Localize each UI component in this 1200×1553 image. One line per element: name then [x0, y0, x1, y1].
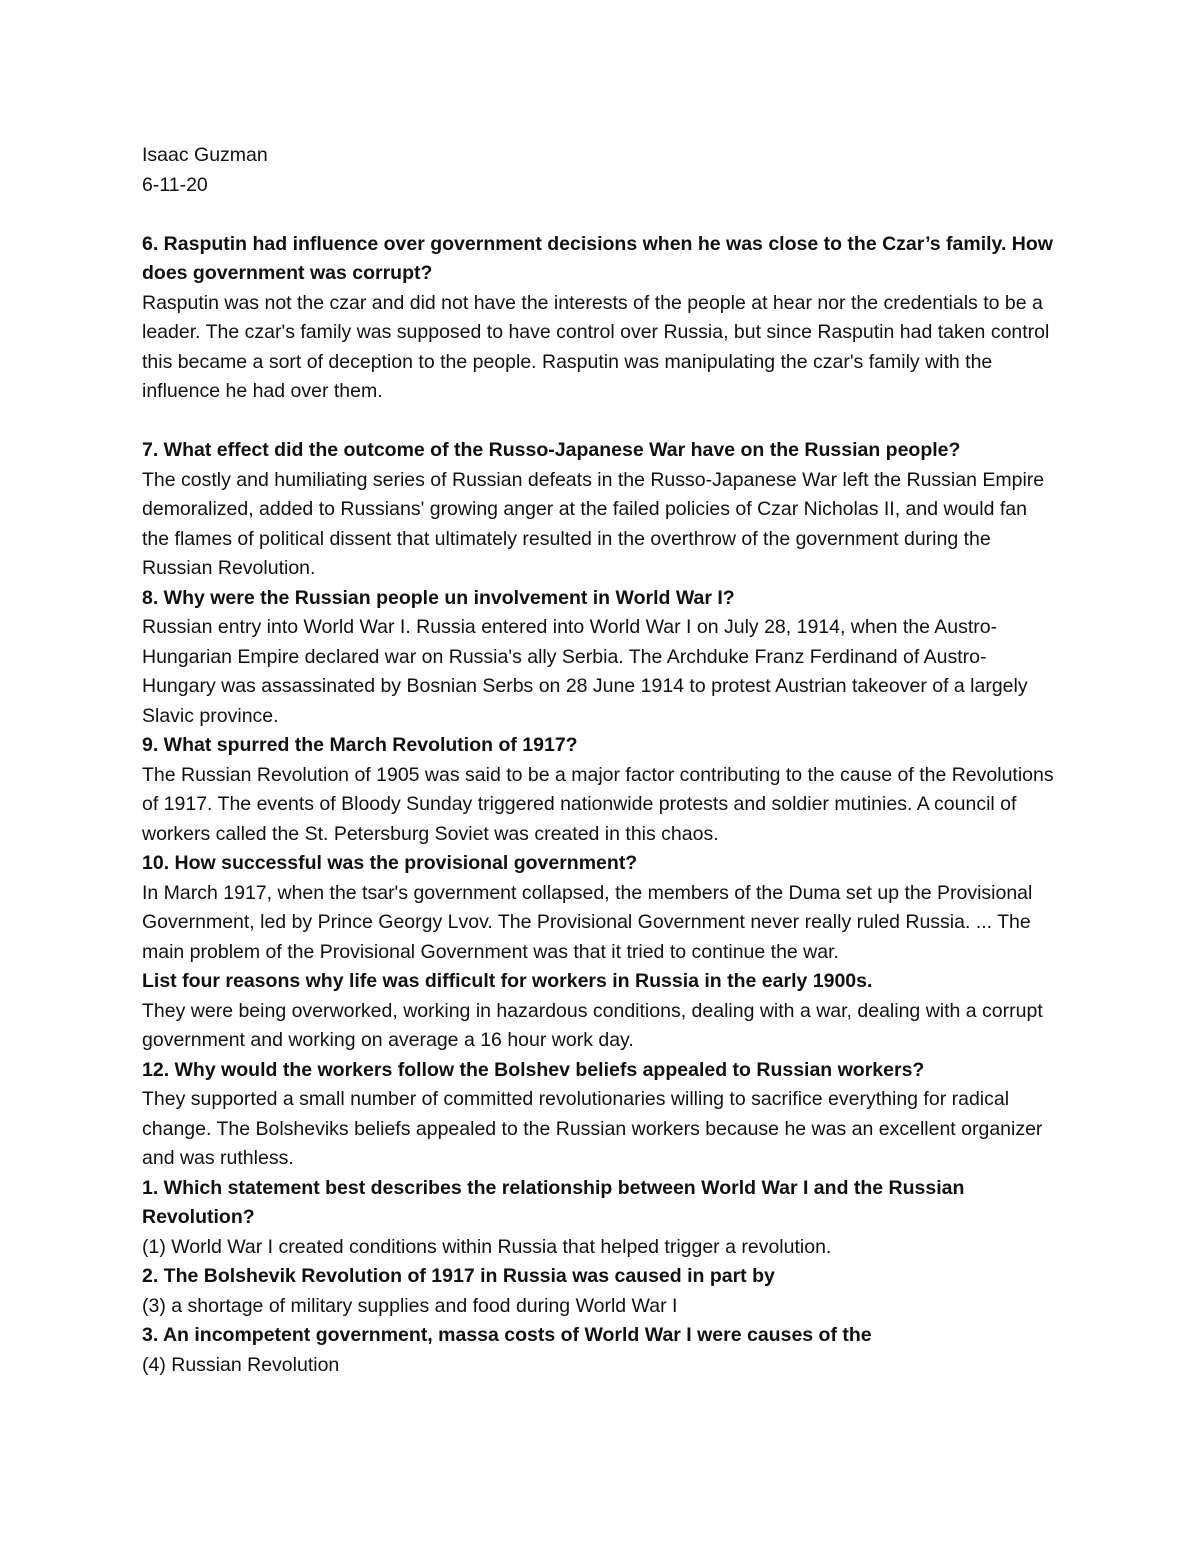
- question-text: 1. Which statement best describes the relationship between World War I and the Russian Revolution?: [142, 1176, 965, 1228]
- document-page: [142, 141, 1057, 1380]
- blank-line: [142, 200, 1057, 230]
- qa-item-10: [142, 849, 1057, 967]
- question-text: 12. Why would the workers follow the Bolshev beliefs appealed to Russian workers?: [142, 1058, 925, 1081]
- qa-mc-2: [142, 1262, 1057, 1321]
- document-date: 6-11-20: [142, 173, 208, 196]
- qa-item-11: [142, 967, 1057, 1056]
- question-text: 2. The Bolshevik Revolution of 1917 in Russia was caused in part by: [142, 1265, 775, 1287]
- answer-text: Rasputin was not the czar and did not have the interests of the people at hear nor the credentials to be a leader. The czar's family was supposed to have control over Russia, but since Rasputin had taken control this became a sort of deception to the people. Rasputin was manipulating the czar's family with the influence he had over them.: [142, 291, 1050, 402]
- answer-text: In March 1917, when the tsar's government collapsed, the members of the Duma set up the Provisional Government, led by Prince Georgy Lvov. The Provisional Government never really ruled Russia. ... The main problem of the Provisional Government was that it tried to continue the war.: [142, 881, 1033, 963]
- qa-item-12: [142, 1056, 1057, 1174]
- question-text: 7. What effect did the outcome of the Russo-Japanese War have on the Russian people?: [142, 439, 961, 461]
- question-text: 9. What spurred the March Revolution of 1917?: [142, 734, 578, 756]
- answer-text: (1) World War I created conditions within Russia that helped trigger a revolution.: [142, 1235, 832, 1258]
- qa-item-8: [142, 584, 1057, 732]
- question-text: 10. How successful was the provisional government?: [142, 852, 638, 874]
- qa-item-9: [142, 731, 1057, 849]
- question-text: 8. Why were the Russian people un involvement in World War I?: [142, 586, 735, 609]
- answer-text: The Russian Revolution of 1905 was said to be a major factor contributing to the cause of the Revolutions of 1917. The events of Bloody Sunday triggered nationwide protests and soldier mutinies. A council of workers called the St. Petersburg Soviet was created in this chaos.: [142, 763, 1054, 845]
- student-name: Isaac Guzman: [142, 144, 268, 166]
- qa-item-7: [142, 436, 1057, 584]
- qa-mc-1: [142, 1174, 1057, 1263]
- qa-mc-3: [142, 1321, 1057, 1380]
- question-text: 3. An incompetent government, massa costs of World War I were causes of the: [142, 1324, 872, 1346]
- qa-item-6: [142, 230, 1057, 407]
- answer-text: Russian entry into World War I. Russia entered into World War I on July 28, 1914, when the Austro-Hungarian Empire declared war on Russia's ally Serbia. The Archduke Franz Ferdinand of Austro-Hungary was assassinated by Bosnian Serbs on 28 June 1914 to protest Austrian takeover of a largely Slavic province.: [142, 616, 1028, 727]
- answer-text: They supported a small number of committed revolutionaries willing to sacrifice everything for radical change. The Bolsheviks beliefs appealed to the Russian workers because he was an excellent organizer and was ruthless.: [142, 1088, 1043, 1169]
- question-text: List four reasons why life was difficult for workers in Russia in the early 1900s.: [142, 970, 873, 992]
- answer-text: (4) Russian Revolution: [142, 1353, 340, 1376]
- question-text: 6. Rasputin had influence over government decisions when he was close to the Czar’s family. How does government was corrupt?: [142, 232, 1053, 284]
- answer-text: The costly and humiliating series of Russian defeats in the Russo-Japanese War left the Russian Empire demoralized, added to Russians' growing anger at the failed policies of Czar Nicholas II, and would fan the flames of political dissent that ultimately resulted in the overthrow of the government during the Russian Revolution.: [142, 468, 1045, 579]
- answer-text: (3) a shortage of military supplies and food during World War I: [142, 1294, 678, 1317]
- answer-text: They were being overworked, working in hazardous conditions, dealing with a war, dealing with a corrupt government and working on average a 16 hour work day.: [142, 999, 1043, 1051]
